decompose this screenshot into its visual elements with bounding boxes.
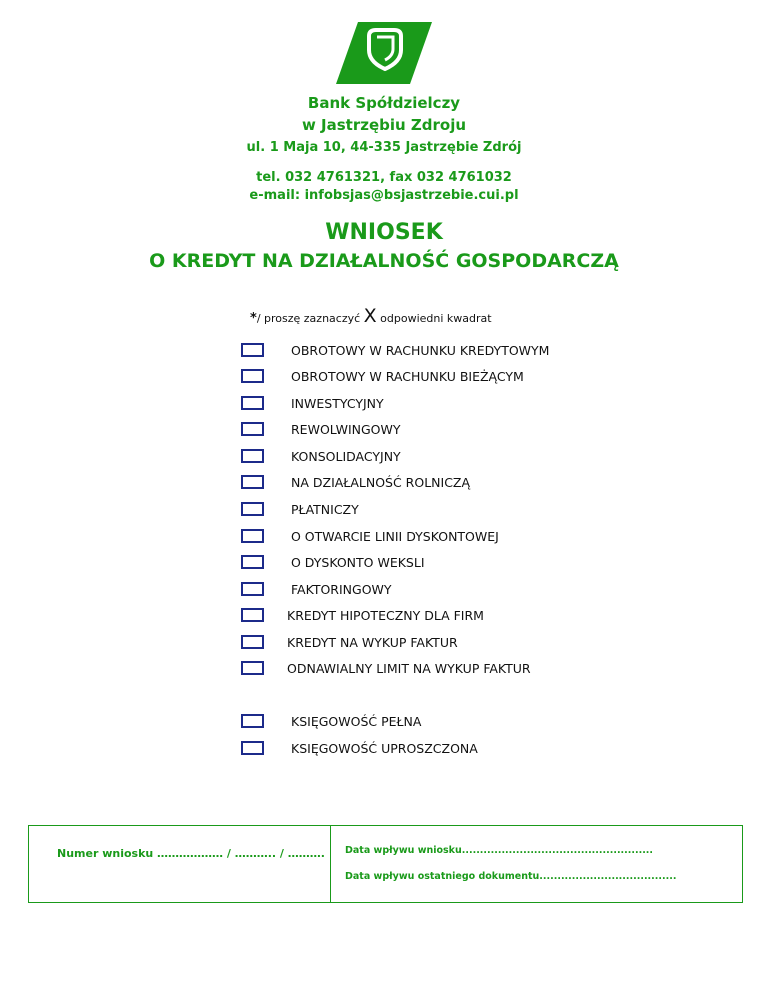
registration-divider: [330, 826, 331, 902]
option-checkbox[interactable]: [241, 475, 264, 489]
registration-box: [28, 825, 743, 903]
option-checkbox[interactable]: [241, 608, 264, 622]
page-title: WNIOSEK: [325, 220, 443, 245]
instruction-before: / proszę zaznaczyć: [256, 312, 364, 325]
option-label: O DYSKONTO WEKSLI: [291, 555, 425, 570]
option-checkbox[interactable]: [241, 422, 264, 436]
accounting-label: KSIĘGOWOŚĆ PEŁNA: [291, 714, 422, 729]
bank-name-line2: w Jastrzębiu Zdroju: [301, 116, 467, 134]
option-label: REWOLWINGOWY: [291, 422, 401, 437]
bank-phone: tel. 032 4761321, fax 032 4761032: [256, 170, 512, 185]
accounting-checkbox[interactable]: [241, 741, 264, 755]
accounting-label: KSIĘGOWOŚĆ UPROSZCZONA: [291, 741, 478, 756]
option-checkbox[interactable]: [241, 369, 264, 383]
option-label: KONSOLIDACYJNY: [291, 449, 401, 464]
option-checkbox[interactable]: [241, 635, 264, 649]
bank-address: ul. 1 Maja 10, 44-335 Jastrzębie Zdrój: [246, 140, 522, 155]
page-subtitle: O KREDYT NA DZIAŁALNOŚĆ GOSPODARCZĄ: [149, 250, 619, 272]
option-label: PŁATNICZY: [291, 502, 359, 517]
bank-name-line1: Bank Spółdzielczy: [307, 94, 461, 112]
instruction-mark: X: [363, 305, 377, 327]
bank-logo: [336, 22, 432, 84]
bank-email: e-mail: infobsjas@bsjastrzebie.cui.pl: [249, 188, 519, 203]
option-checkbox[interactable]: [241, 396, 264, 410]
instruction: [250, 305, 492, 327]
option-label: ODNAWIALNY LIMIT NA WYKUP FAKTUR: [287, 661, 531, 676]
option-label: KREDYT NA WYKUP FAKTUR: [287, 635, 458, 650]
accounting-checkbox[interactable]: [241, 714, 264, 728]
option-label: OBROTOWY W RACHUNKU KREDYTOWYM: [291, 343, 550, 358]
receipt-date-field: Data wpływu wniosku.....................................................: [345, 845, 654, 856]
option-checkbox[interactable]: [241, 661, 264, 675]
option-checkbox[interactable]: [241, 449, 264, 463]
option-checkbox[interactable]: [241, 555, 264, 569]
option-label: FAKTORINGOWY: [291, 582, 392, 597]
option-label: OBROTOWY W RACHUNKU BIEŻĄCYM: [291, 369, 524, 384]
option-label: KREDYT HIPOTECZNY DLA FIRM: [287, 608, 484, 623]
instruction-star: *: [250, 311, 257, 326]
option-checkbox[interactable]: [241, 529, 264, 543]
option-label: INWESTYCYJNY: [291, 396, 384, 411]
option-checkbox[interactable]: [241, 343, 264, 357]
option-label: O OTWARCIE LINII DYSKONTOWEJ: [291, 529, 499, 544]
instruction-after: odpowiedni kwadrat: [376, 312, 492, 325]
last-document-date-field: Data wpływu ostatniego dokumentu......................................: [345, 871, 677, 882]
option-label: NA DZIAŁALNOŚĆ ROLNICZĄ: [291, 475, 471, 490]
option-checkbox[interactable]: [241, 502, 264, 516]
option-checkbox[interactable]: [241, 582, 264, 596]
application-number-field: Numer wniosku ……………… / ……….. / ……….: [57, 847, 325, 860]
